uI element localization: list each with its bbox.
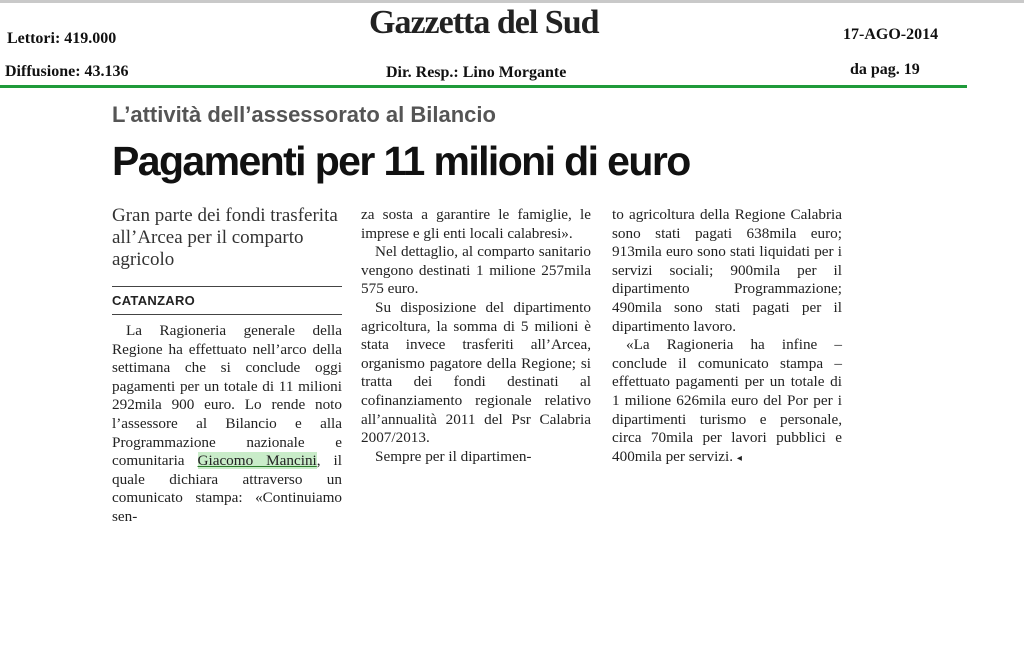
column-3-paragraph-2-text: «La Ragioneria ha infine – conclude il comunicato stampa – effettuato pagamenti per un totale di 1 milione 626mila euro del Por per i dipartimenti turismo e personale, circa 70mila per lavori pubblici e 400mila per servizi. xyxy=(612,336,842,465)
column-3-paragraph-2 xyxy=(612,336,842,468)
article-column-2 xyxy=(361,206,591,466)
column-2-paragraph-3: Su disposizione del dipartimento agricoltura, la somma di 5 milioni è stata invece trasferiti all’Arcea, organismo pagatore della Regione; si tratta dei fondi destinati al cofinanziamento regionale relativo all’annualità 2011 del Psr Calabria 2007/2013. xyxy=(361,298,591,447)
column-1-text: La Ragioneria generale della Regione ha effettuato nell’arco della settimana che si conclude oggi pagamenti per un totale di 11 milioni 292mila 900 euro. Lo rende noto l’assessore al Bilancio e alla Programmazione nazionale e comunitaria xyxy=(112,322,342,470)
article-subhead: Gran parte dei fondi trasferita all’Arcea per il comparto agricolo xyxy=(112,205,338,270)
column-2-paragraph-2: Nel dettaglio, al comparto sanitario vengono destinati 1 milione 257mila 575 euro. xyxy=(361,243,591,298)
column-2-paragraph-4: Sempre per il dipartimen- xyxy=(375,447,532,465)
article-column-1 xyxy=(112,322,342,527)
highlighted-name: Giacomo Mancini xyxy=(197,452,317,470)
readers-count: Lettori: 419.000 xyxy=(7,30,117,47)
article-column-3 xyxy=(612,206,842,468)
top-strip xyxy=(0,0,1024,3)
issue-date: 17-AGO-2014 xyxy=(843,26,939,43)
masthead-title: Gazzetta del Sud xyxy=(369,4,599,41)
column-1-text-end: , il quale dichiara attraverso un comunicato stampa: «Continuiamo sen- xyxy=(112,452,342,525)
location-rule-top xyxy=(112,286,342,287)
column-1-paragraph xyxy=(112,322,342,527)
article-location: CATANZARO xyxy=(112,293,196,308)
circulation-count: Diffusione: 43.136 xyxy=(5,63,129,80)
article-headline: Pagamenti per 11 milioni di euro xyxy=(112,138,690,184)
editor-line: Dir. Resp.: Lino Morgante xyxy=(386,64,567,81)
page-reference: da pag. 19 xyxy=(850,61,920,78)
location-rule-bottom xyxy=(112,314,342,315)
header-rule xyxy=(0,85,967,88)
column-2-paragraph-1: za sosta a garantire le famiglie, le imprese e gli enti locali calabresi». xyxy=(361,206,591,242)
end-of-article-icon: ◂ xyxy=(736,452,742,464)
column-3-paragraph-1: to agricoltura della Regione Calabria sono stati pagati 638mila euro; 913mila euro sono stati liquidati per i servizi sociali; 900mila per il dipartimento Programmazione; 490mila sono stati pagati per il dipartimento lavoro. xyxy=(612,206,842,335)
article-kicker: L’attività dell’assessorato al Bilancio xyxy=(112,102,496,127)
